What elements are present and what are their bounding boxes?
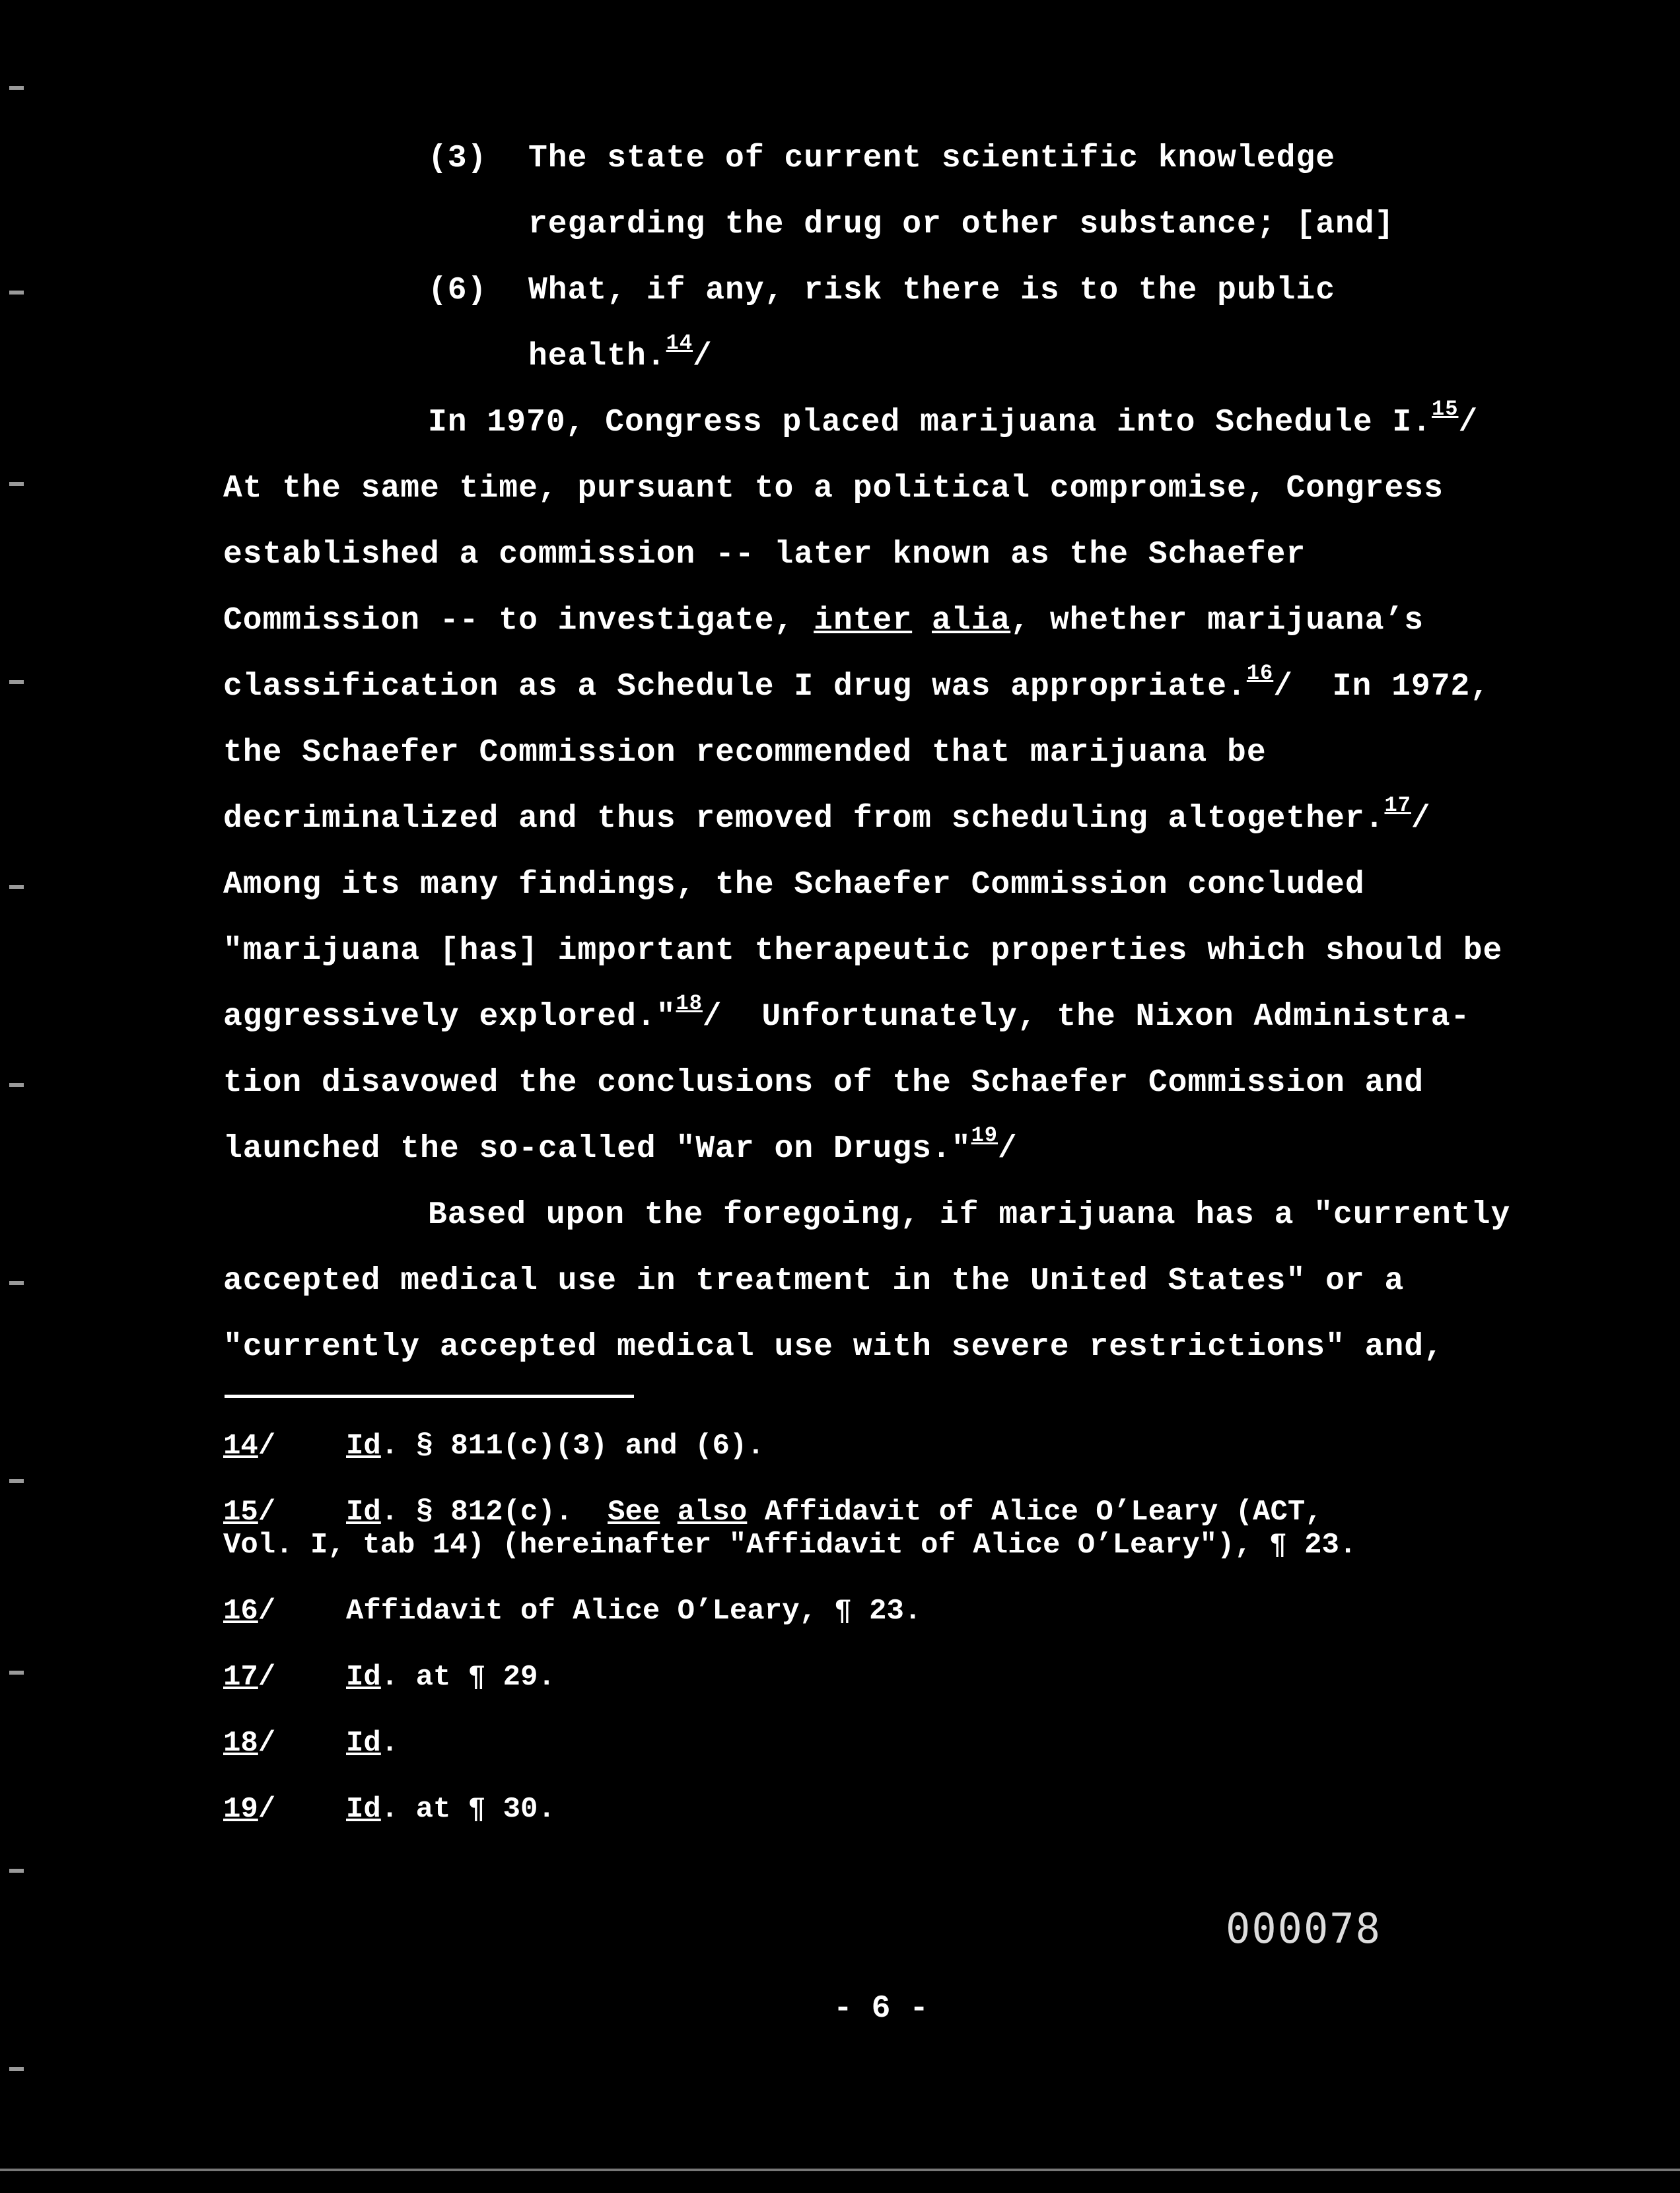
list-item-text: The state of current scientific knowledge (528, 141, 1335, 176)
paragraph-line: At the same time, pursuant to a political compromise, Congress (223, 471, 1444, 506)
list-item-number: (6) (428, 273, 487, 308)
list-item-text: What, if any, risk there is to the public (528, 273, 1335, 308)
footnote-ref: 14 (666, 331, 693, 355)
scan-mark (9, 680, 24, 684)
scan-mark (9, 86, 24, 90)
scan-edge (0, 2169, 1680, 2171)
footnote: 19/ (223, 1793, 276, 1826)
paragraph-line: classification as a Schedule I drug was appropriate.$^{16}$/ In 1972, (223, 661, 1490, 705)
list-item-text: regarding the drug or other substance; [and] (528, 207, 1395, 242)
footnote-text: Id. § 811(c)(3) and (6). (346, 1430, 765, 1463)
footnote-ref: 15 (1432, 397, 1459, 421)
footnote: 18/ (223, 1727, 276, 1760)
paragraph-line: Commission -- to investigate, inter alia, whether marijuana’s (223, 603, 1424, 639)
scan-mark (9, 1083, 24, 1087)
paragraph-line: the Schaefer Commission recommended that marijuana be (223, 735, 1267, 771)
footnote-text: Affidavit of Alice O’Leary, ¶ 23. (346, 1595, 922, 1628)
footnote-text: Vol. I, tab 14) (hereinafter "Affidavit of Alice O’Leary"), ¶ 23. (223, 1529, 1357, 1562)
footnote-ref: 18 (676, 991, 703, 1016)
scan-mark (9, 2067, 24, 2071)
list-item-number: (3) (428, 141, 487, 176)
footnote-ref: 17 (1384, 793, 1411, 818)
footnote: 15/ (223, 1496, 276, 1529)
page-number: - 6 - (833, 1991, 929, 2027)
scan-mark (9, 1281, 24, 1285)
paragraph-line: "marijuana [has] important therapeutic properties which should be (223, 933, 1503, 969)
paragraph-line: launched the so-called "War on Drugs."$^{19}$/ (223, 1123, 1018, 1167)
scan-mark (9, 1671, 24, 1675)
paragraph-line: established a commission -- later known as the Schaefer (223, 537, 1306, 573)
scan-mark (9, 885, 24, 889)
scan-mark (9, 482, 24, 486)
footnote-text: Id. § 812(c). See also Affidavit of Alice O’Leary (ACT, (346, 1496, 1323, 1529)
list-item-text: health.$^{14}$/ (528, 331, 713, 374)
footnote-separator (225, 1395, 634, 1398)
paragraph-line: Among its many findings, the Schaefer Commission concluded (223, 867, 1365, 903)
footnote-ref: 19 (971, 1123, 998, 1148)
paragraph-line: tion disavowed the conclusions of the Schaefer Commission and (223, 1065, 1424, 1101)
footnote-text: Id. at ¶ 29. (346, 1661, 555, 1694)
footnote: 16/ (223, 1595, 276, 1628)
bates-stamp: 000078 (1226, 1904, 1382, 1953)
paragraph-line: aggressively explored."$^{18}$/ Unfortunately, the Nixon Administra- (223, 991, 1471, 1035)
paragraph-line: accepted medical use in treatment in the United States" or a (223, 1263, 1405, 1299)
paragraph-line: "currently accepted medical use with severe restrictions" and, (223, 1329, 1444, 1365)
paragraph-line: decriminalized and thus removed from scheduling altogether.$^{17}$/ (223, 793, 1431, 837)
paragraph-line: In 1970, Congress placed marijuana into Schedule I.$^{15}$/ (428, 397, 1479, 440)
footnote: 14/ (223, 1430, 276, 1463)
paragraph-line: Based upon the foregoing, if marijuana has a "currently (428, 1197, 1511, 1233)
scan-mark (9, 291, 24, 295)
scan-mark (9, 1869, 24, 1873)
footnote-ref: 16 (1246, 661, 1274, 685)
footnote-text: Id. (346, 1727, 399, 1760)
scan-mark (9, 1479, 24, 1483)
footnote-text: Id. at ¶ 30. (346, 1793, 555, 1826)
footnote: 17/ (223, 1661, 276, 1694)
